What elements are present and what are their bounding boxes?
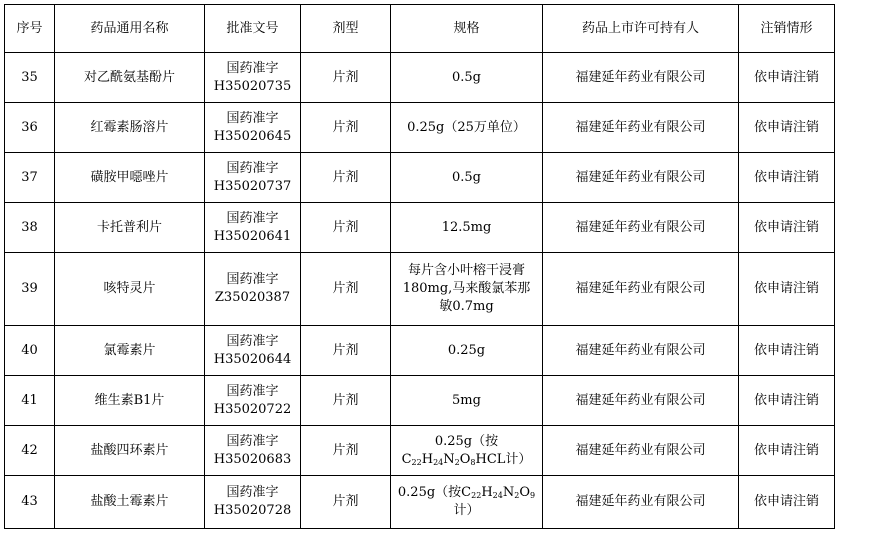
approval-prefix: 国药准字	[226, 383, 279, 399]
cell-no: 39	[5, 253, 55, 326]
spec-line: 180mg,马来酸氯苯那	[402, 281, 531, 296]
cell-no: 40	[5, 326, 55, 376]
header-approval-number: 批准文号	[205, 5, 301, 53]
cell-status: 依申请注销	[739, 53, 835, 103]
table-row	[5, 376, 835, 426]
cell-no: 37	[5, 153, 55, 203]
cell-specification: 0.5g	[391, 153, 543, 203]
cell-dosage-form: 片剂	[301, 326, 391, 376]
cell-no: 35	[5, 53, 55, 103]
cell-no: 41	[5, 376, 55, 426]
approval-code: H35020645	[213, 128, 292, 144]
approval-prefix: 国药准字	[226, 210, 279, 226]
cell-license-holder: 福建延年药业有限公司	[543, 103, 739, 153]
header-specification: 规格	[391, 5, 543, 53]
cell-dosage-form: 片剂	[301, 203, 391, 253]
cell-license-holder: 福建延年药业有限公司	[543, 153, 739, 203]
table-row	[5, 253, 835, 326]
cell-specification: 0.25g（25万单位）	[391, 103, 543, 153]
cell-dosage-form: 片剂	[301, 153, 391, 203]
cell-drug-name: 对乙酰氨基酚片	[55, 53, 205, 103]
table-row	[5, 153, 835, 203]
cell-specification	[391, 426, 543, 476]
cell-approval-number	[205, 53, 301, 103]
table-header-row	[5, 5, 835, 53]
table-row	[5, 203, 835, 253]
spec-line: 敏0.7mg	[439, 299, 494, 314]
cell-drug-name: 维生素B1片	[55, 376, 205, 426]
cell-status: 依申请注销	[739, 376, 835, 426]
cell-status: 依申请注销	[739, 476, 835, 529]
cell-no: 38	[5, 203, 55, 253]
approval-prefix: 国药准字	[226, 60, 279, 76]
cell-drug-name: 盐酸四环素片	[55, 426, 205, 476]
approval-code: H35020728	[213, 503, 292, 518]
approval-prefix: 国药准字	[226, 485, 279, 500]
cell-approval-number	[205, 426, 301, 476]
spec-formula-n: N	[502, 485, 515, 500]
spec-line: 计）	[453, 503, 480, 518]
approval-code: H35020683	[213, 451, 292, 467]
table-row	[5, 103, 835, 153]
spec-subscript: 2	[514, 491, 520, 500]
spec-formula-c: C	[401, 451, 412, 467]
cell-status: 依申请注销	[739, 103, 835, 153]
cell-drug-name: 盐酸土霉素片	[55, 476, 205, 529]
header-license-holder: 药品上市许可持有人	[543, 5, 739, 53]
spec-subscript: 22	[411, 457, 422, 467]
cell-approval-number	[205, 153, 301, 203]
spec-subscript: 24	[433, 457, 444, 467]
header-dosage-form: 剂型	[301, 5, 391, 53]
approval-prefix: 国药准字	[226, 160, 279, 176]
spec-formula-line	[394, 484, 539, 502]
spec-formula-h: H	[421, 451, 434, 467]
cell-status: 依申请注销	[739, 253, 835, 326]
cell-license-holder: 福建延年药业有限公司	[543, 253, 739, 326]
header-no: 序号	[5, 5, 55, 53]
cell-specification: 12.5mg	[391, 203, 543, 253]
drug-deregistration-table	[4, 4, 835, 529]
cell-approval-number	[205, 103, 301, 153]
spec-line: 0.25g（按	[434, 433, 499, 449]
spec-subscript: 24	[492, 491, 503, 500]
cell-no: 42	[5, 426, 55, 476]
cell-drug-name: 磺胺甲噁唑片	[55, 153, 205, 203]
cell-license-holder: 福建延年药业有限公司	[543, 326, 739, 376]
cell-dosage-form: 片剂	[301, 426, 391, 476]
cell-drug-name: 咳特灵片	[55, 253, 205, 326]
spec-formula-tail: HCL计）	[475, 451, 532, 467]
cell-specification: 5mg	[391, 376, 543, 426]
approval-prefix: 国药准字	[226, 333, 279, 349]
cell-no: 43	[5, 476, 55, 529]
approval-code: H35020722	[213, 401, 292, 417]
header-drug-name: 药品通用名称	[55, 5, 205, 53]
spec-subscript: 8	[470, 457, 476, 467]
spec-subscript: 9	[529, 491, 536, 500]
approval-prefix: 国药准字	[226, 433, 279, 449]
cell-dosage-form: 片剂	[301, 253, 391, 326]
approval-code: Z35020387	[214, 290, 291, 305]
cell-dosage-form: 片剂	[301, 53, 391, 103]
approval-code: H35020644	[213, 351, 292, 367]
cell-license-holder: 福建延年药业有限公司	[543, 376, 739, 426]
cell-specification	[391, 476, 543, 529]
table-row	[5, 426, 835, 476]
cell-drug-name: 红霉素肠溶片	[55, 103, 205, 153]
cell-status: 依申请注销	[739, 426, 835, 476]
approval-code: H35020737	[213, 178, 292, 194]
cell-status: 依申请注销	[739, 153, 835, 203]
cell-approval-number	[205, 203, 301, 253]
cell-approval-number	[205, 253, 301, 326]
approval-prefix: 国药准字	[226, 110, 279, 126]
cell-dosage-form: 片剂	[301, 476, 391, 529]
cell-approval-number	[205, 326, 301, 376]
approval-prefix: 国药准字	[226, 272, 279, 287]
spec-formula-head: 0.25g（按C	[397, 485, 472, 500]
cell-no: 36	[5, 103, 55, 153]
table-row	[5, 53, 835, 103]
cell-specification: 0.25g	[391, 326, 543, 376]
cell-license-holder: 福建延年药业有限公司	[543, 426, 739, 476]
cell-license-holder: 福建延年药业有限公司	[543, 53, 739, 103]
cell-license-holder: 福建延年药业有限公司	[543, 203, 739, 253]
spec-formula-line	[394, 451, 539, 469]
cell-license-holder: 福建延年药业有限公司	[543, 476, 739, 529]
table-row	[5, 476, 835, 529]
table-row	[5, 326, 835, 376]
drug-deregistration-table-container	[4, 4, 835, 529]
cell-approval-number	[205, 376, 301, 426]
cell-specification: 0.5g	[391, 53, 543, 103]
header-deregistration-status: 注销情形	[739, 5, 835, 53]
spec-formula-n: N	[443, 451, 455, 467]
cell-dosage-form: 片剂	[301, 103, 391, 153]
cell-specification	[391, 253, 543, 326]
cell-approval-number	[205, 476, 301, 529]
spec-subscript: 22	[471, 491, 482, 500]
spec-formula-h: H	[481, 485, 493, 500]
spec-line: 每片含小叶榕干浸膏	[407, 263, 525, 278]
approval-code: H35020641	[213, 228, 292, 244]
cell-dosage-form: 片剂	[301, 376, 391, 426]
spec-formula-o: O	[459, 451, 471, 467]
spec-subscript: 2	[454, 457, 460, 467]
cell-status: 依申请注销	[739, 326, 835, 376]
cell-drug-name: 氯霉素片	[55, 326, 205, 376]
cell-drug-name: 卡托普利片	[55, 203, 205, 253]
cell-status: 依申请注销	[739, 203, 835, 253]
spec-formula-o: O	[519, 485, 530, 500]
approval-code: H35020735	[213, 78, 292, 94]
